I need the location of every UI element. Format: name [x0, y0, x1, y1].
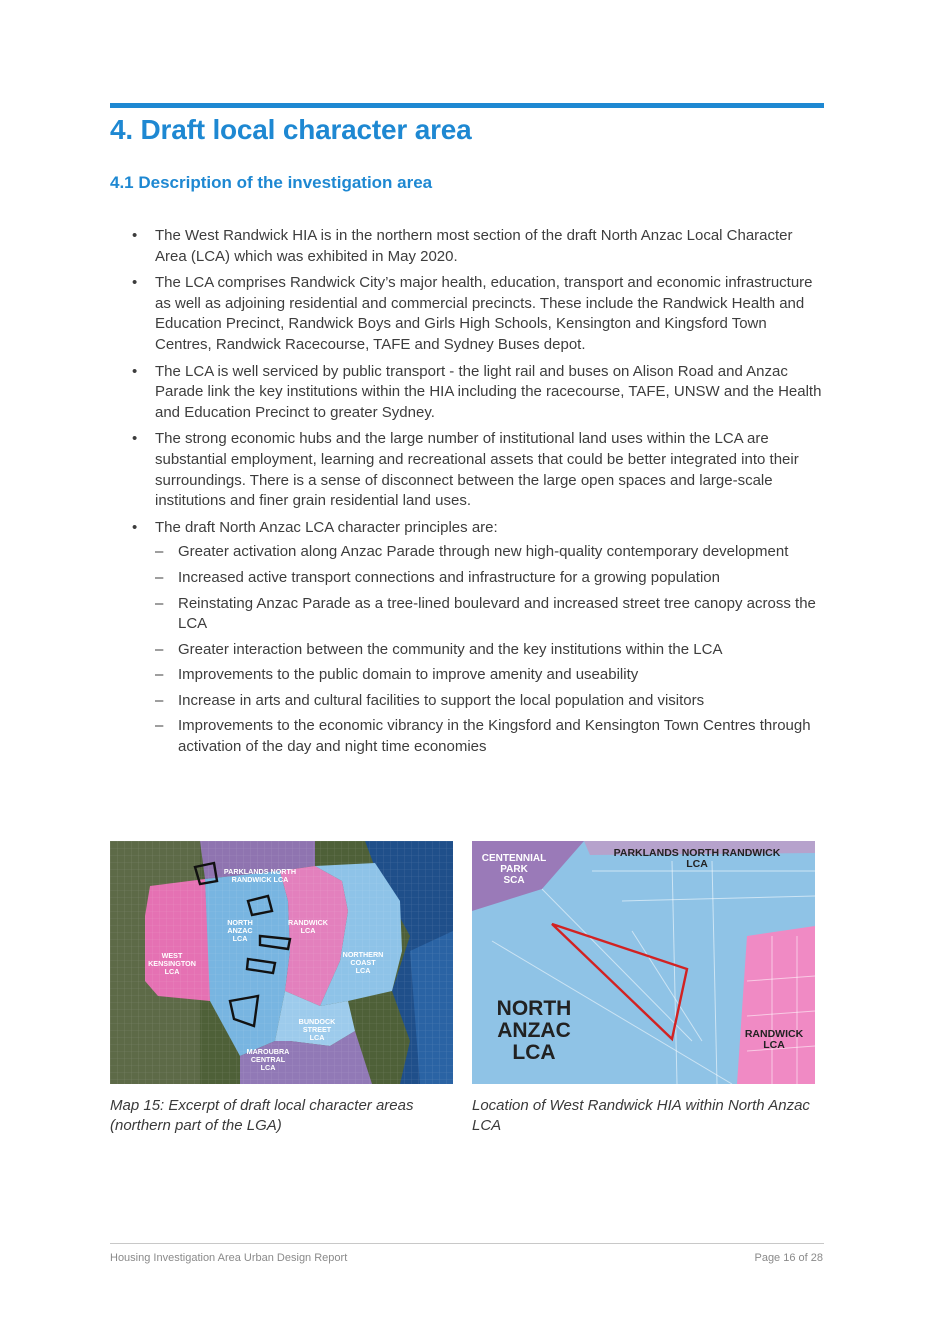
- label-randwick-2: LCA: [300, 926, 316, 935]
- randwick-lca-area: [737, 926, 815, 1084]
- label-centennial-2: PARK: [500, 864, 528, 875]
- principle-item: – Increase in arts and cultural facilities to support the local population and visitors: [155, 691, 825, 712]
- principles-list: [155, 542, 825, 757]
- label-maroubra-1: MAROUBRA: [246, 1047, 290, 1056]
- bullet-item: [110, 518, 825, 758]
- label-randwick-2: LCA: [763, 1039, 785, 1051]
- label-parklands-2: RANDWICK LCA: [231, 875, 289, 884]
- bullet-text: The strong economic hubs and the large number of institutional land uses within the LCA are substantial employment, learning and recreational assets that could be better integrated into their surroundings. There is a sense of disconnect between the large open spaces and large-scale institutions and finer grain residential land uses.: [155, 430, 799, 510]
- label-randwick-1: RANDWICK: [744, 1028, 804, 1040]
- label-maroubra-3: LCA: [260, 1063, 276, 1072]
- principle-item: – Greater interaction between the community and the key institutions within the LCA: [155, 640, 825, 661]
- label-centennial-3: SCA: [503, 875, 525, 886]
- label-northern-coast-2: COAST: [350, 958, 376, 967]
- label-centennial-1: CENTENNIAL: [481, 853, 547, 864]
- label-northern-coast-1: NORTHERN: [342, 950, 384, 959]
- label-maroubra-2: CENTRAL: [250, 1055, 286, 1064]
- bullet-item: [110, 362, 825, 424]
- label-north-anzac-3: LCA: [512, 1041, 556, 1064]
- map-right-caption: Location of West Randwick HIA within North Anzac LCA: [472, 1097, 810, 1134]
- principle-item: – Greater activation along Anzac Parade through new high-quality contemporary development: [155, 542, 825, 563]
- label-parklands-1: PARKLANDS NORTH: [223, 867, 297, 876]
- principle-item: – Improvements to the economic vibrancy in the Kingsford and Kensington Town Centres through activation of the day and night time economies: [155, 716, 825, 757]
- label-bundock-1: BUNDOCK: [298, 1017, 336, 1026]
- footer-report-title: Housing Investigation Area Urban Design Report: [110, 1252, 348, 1264]
- label-bundock-3: LCA: [309, 1033, 325, 1042]
- principle-item: – Increased active transport connections and infrastructure for a growing population: [155, 568, 825, 589]
- bullet-text: The West Randwick HIA is in the northern most section of the draft North Anzac Local Character Area (LCA) which was exhibited in May 2020.: [155, 227, 793, 265]
- label-randwick-1: RANDWICK: [288, 918, 328, 927]
- label-northern-coast-3: LCA: [355, 966, 371, 975]
- bullet-text: The draft North Anzac LCA character principles are:: [155, 518, 498, 536]
- principle-item: – Reinstating Anzac Parade as a tree-lined boulevard and increased street tree canopy across the LCA: [155, 594, 825, 635]
- label-west-kensington-1: WEST: [161, 951, 183, 960]
- label-north-anzac-1: NORTH: [227, 918, 253, 927]
- bullet-item: [110, 429, 825, 511]
- label-north-anzac-2: ANZAC: [227, 926, 253, 935]
- label-north-anzac-3: LCA: [232, 934, 248, 943]
- bullet-item: [110, 226, 825, 267]
- label-north-anzac-2: ANZAC: [497, 1019, 571, 1042]
- label-north-anzac-1: NORTH: [496, 997, 572, 1020]
- footer-rule: [110, 1243, 824, 1244]
- section-title: 4.1 Description of the investigation area: [110, 173, 433, 192]
- bullet-list: [110, 226, 825, 764]
- label-parklands-2: LCA: [686, 858, 708, 870]
- map-left-graphic: [110, 841, 453, 1084]
- label-west-kensington-2: KENSINGTON: [148, 959, 196, 968]
- page-title: 4. Draft local character area: [110, 114, 472, 145]
- bullet-text: The LCA is well serviced by public transport - the light rail and buses on Alison Road and Anzac Parade link the key institutions within the HIA including the racecourse, TAFE, UNSW and the Health and Education Precinct to greater Sydney.: [155, 362, 822, 421]
- map-local-character-areas: [110, 841, 453, 1084]
- label-west-kensington-3: LCA: [164, 967, 180, 976]
- footer-page-number: Page 16 of 28: [754, 1252, 823, 1264]
- principle-item: – Improvements to the public domain to improve amenity and useability: [155, 665, 825, 686]
- label-bundock-2: STREET: [302, 1025, 332, 1034]
- bullet-text: The LCA comprises Randwick City’s major health, education, transport and economic infrastructure as well as adjoining residential and commercial precincts. These include the Randwick Health and Education Precinct, Randwick Boys and Girls High Schools, Kensington and Kingsford Town Centres, Randwick Racecourse, TAFE and Sydney Buses depot.: [155, 274, 813, 353]
- map-west-randwick-hia: [472, 841, 815, 1084]
- map-left-caption: Map 15: Excerpt of draft local character areas (northern part of the LGA): [110, 1097, 414, 1134]
- heading-rule: [110, 103, 824, 108]
- bullet-item: [110, 273, 825, 355]
- map-right-graphic: [472, 841, 815, 1084]
- label-parklands-1: PARKLANDS NORTH RANDWICK: [613, 847, 781, 859]
